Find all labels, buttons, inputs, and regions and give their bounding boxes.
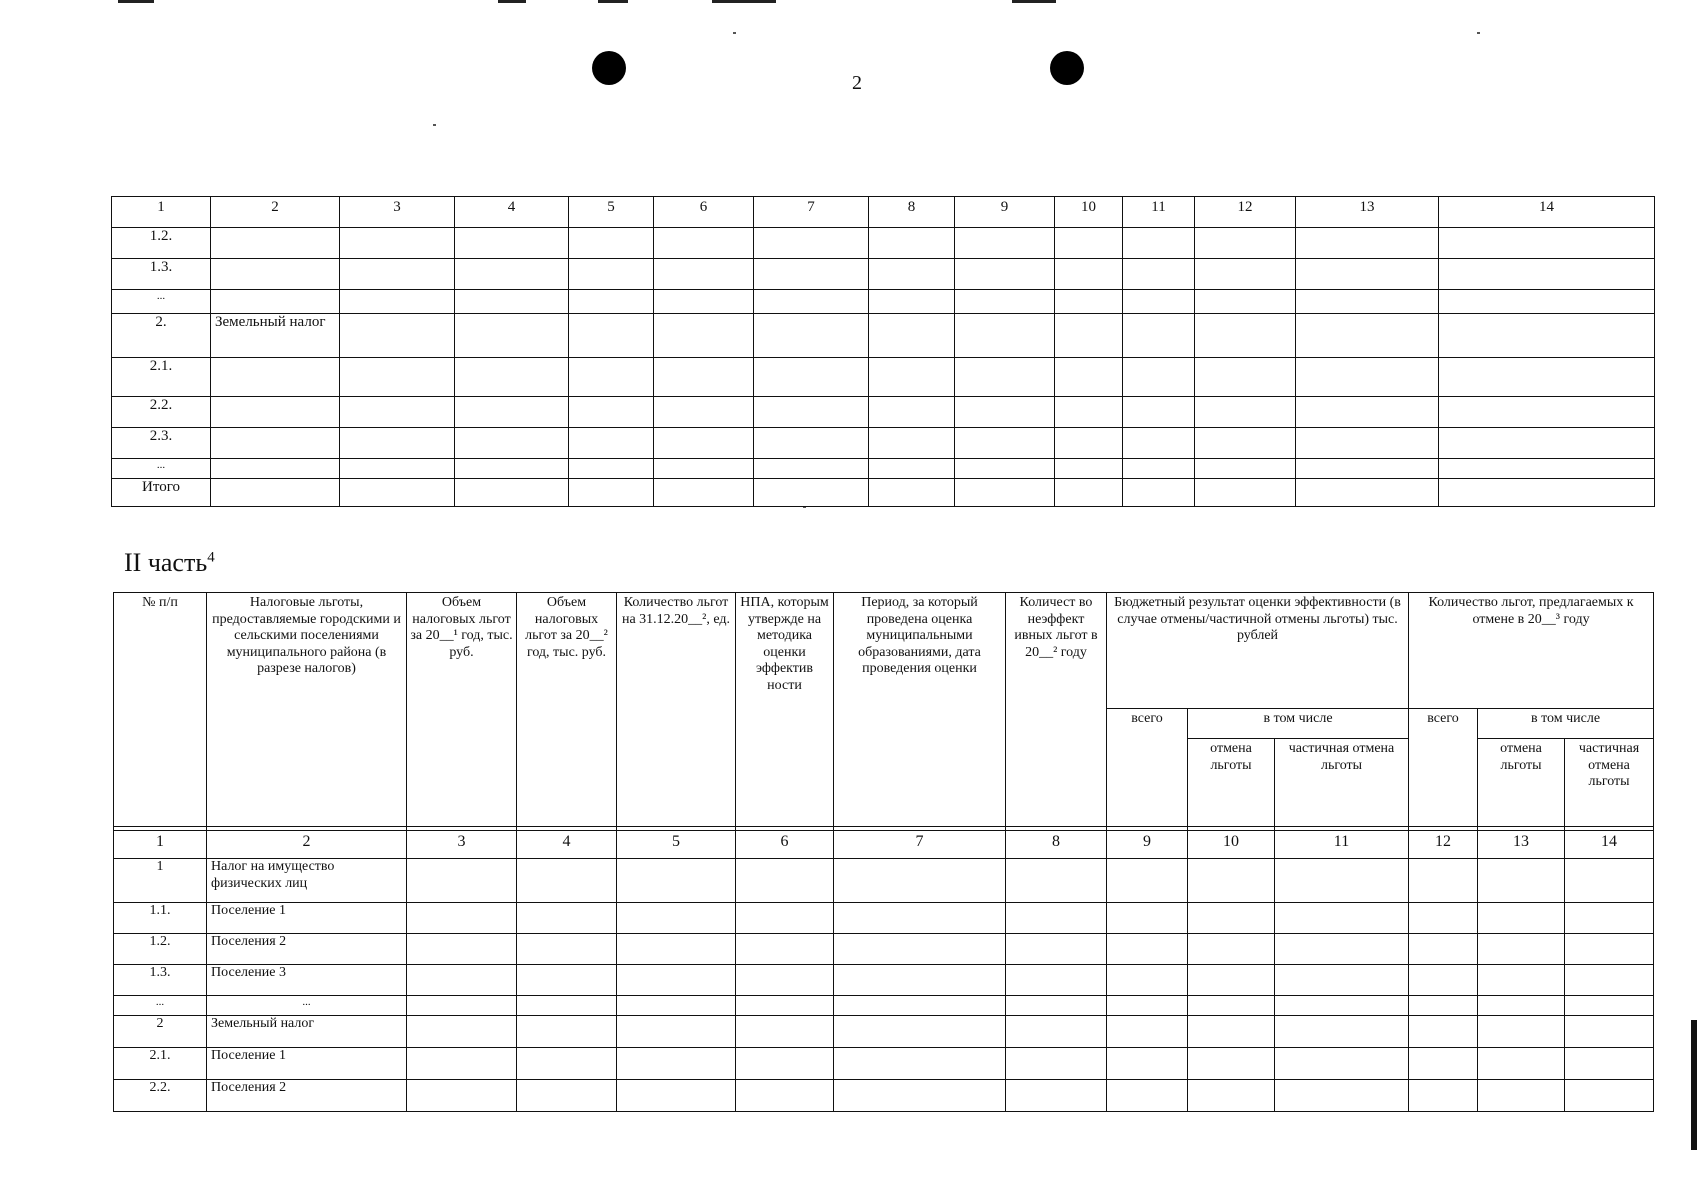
column-number: 5 xyxy=(569,197,654,228)
scan-speck xyxy=(733,32,736,34)
row-number: ... xyxy=(114,996,207,1016)
column-number: 3 xyxy=(340,197,455,228)
scan-edge-mark xyxy=(118,0,154,3)
column-number: 2 xyxy=(207,831,407,859)
scan-speck xyxy=(1477,32,1480,34)
column-number: 9 xyxy=(1107,831,1188,859)
column-number: 7 xyxy=(754,197,869,228)
header-cancel: отмена льготы xyxy=(1188,739,1275,827)
row-number: 1.3. xyxy=(112,259,211,290)
header-volume-year2: Объем налоговых льгот за 20__² год, тыс. руб. xyxy=(517,593,617,827)
binder-hole-right xyxy=(1050,51,1084,85)
table-row xyxy=(114,859,1654,903)
header-period: Период, за который проведена оценка муниципальными образованиями, дата проведения оценки xyxy=(834,593,1006,827)
row-number: ... xyxy=(112,290,211,314)
column-number: 6 xyxy=(654,197,754,228)
header-partial: частичная отмена льготы xyxy=(1275,739,1409,827)
table-row xyxy=(114,965,1654,996)
row-name xyxy=(211,358,340,397)
row-number: 2.3. xyxy=(112,428,211,459)
scan-speck xyxy=(433,124,436,126)
section-title xyxy=(124,548,215,578)
header-proposed-cancel: Количество льгот, предлагаемых к отмене в 20__³ году xyxy=(1409,593,1654,709)
column-number: 11 xyxy=(1275,831,1409,859)
row-name: Поселение 3 xyxy=(207,965,407,996)
table-row xyxy=(114,996,1654,1016)
header-ineffective-count: Количест во неэффект ивных льгот в 20__² году xyxy=(1006,593,1107,827)
row-number: 2.1. xyxy=(112,358,211,397)
row-name xyxy=(211,290,340,314)
row-name xyxy=(211,228,340,259)
row-number: 1.3. xyxy=(114,965,207,996)
row-number: 1.2. xyxy=(114,934,207,965)
row-number: ... xyxy=(112,459,211,479)
binder-hole-left xyxy=(592,51,626,85)
table-row xyxy=(114,1080,1654,1112)
column-number: 6 xyxy=(736,831,834,859)
column-number: 12 xyxy=(1409,831,1478,859)
header-cancel: отмена льготы xyxy=(1478,739,1565,827)
column-number: 7 xyxy=(834,831,1006,859)
column-number: 1 xyxy=(112,197,211,228)
header-benefit-count: Количество льгот на 31.12.20__², ед. xyxy=(617,593,736,827)
row-number: Итого xyxy=(112,479,211,507)
table-part2 xyxy=(113,592,1654,1112)
table-row xyxy=(112,428,1655,459)
column-number: 10 xyxy=(1188,831,1275,859)
row-name xyxy=(211,259,340,290)
header-number: № п/п xyxy=(114,593,207,827)
row-name: Поселение 1 xyxy=(207,1048,407,1080)
table-row xyxy=(112,459,1655,479)
table-row xyxy=(114,934,1654,965)
row-number: 2.2. xyxy=(112,397,211,428)
row-number: 1.2. xyxy=(112,228,211,259)
column-number: 8 xyxy=(869,197,955,228)
row-number: 2 xyxy=(114,1016,207,1048)
footnote-marker: 4 xyxy=(207,549,215,566)
table-row xyxy=(112,314,1655,358)
column-number-row xyxy=(114,831,1654,859)
column-number: 13 xyxy=(1478,831,1565,859)
header-npa: НПА, которым утвержде на методика оценки эффектив ности xyxy=(736,593,834,827)
row-name xyxy=(211,428,340,459)
row-name xyxy=(211,397,340,428)
column-number: 12 xyxy=(1195,197,1296,228)
column-number: 9 xyxy=(955,197,1055,228)
table-row xyxy=(112,397,1655,428)
row-number: 2.1. xyxy=(114,1048,207,1080)
row-number: 1.1. xyxy=(114,903,207,934)
column-number: 1 xyxy=(114,831,207,859)
column-number: 8 xyxy=(1006,831,1107,859)
column-number: 5 xyxy=(617,831,736,859)
scan-edge-mark xyxy=(598,0,628,3)
header-total: всего xyxy=(1107,709,1188,827)
column-number: 14 xyxy=(1565,831,1654,859)
table-row-total xyxy=(112,479,1655,507)
row-number: 2.2. xyxy=(114,1080,207,1112)
table-row xyxy=(114,1048,1654,1080)
section-title-text: II часть xyxy=(124,548,208,577)
row-name xyxy=(211,459,340,479)
table-row xyxy=(114,1016,1654,1048)
column-number-row xyxy=(112,197,1655,228)
column-number: 3 xyxy=(407,831,517,859)
row-name: Поселение 1 xyxy=(207,903,407,934)
row-name: ... xyxy=(207,996,407,1016)
header-total: всего xyxy=(1409,709,1478,827)
column-number: 13 xyxy=(1296,197,1439,228)
table-row xyxy=(112,228,1655,259)
row-name: Земельный налог xyxy=(211,314,340,358)
column-number: 4 xyxy=(455,197,569,228)
table-row xyxy=(112,259,1655,290)
row-name: Земельный налог xyxy=(207,1016,407,1048)
table-row xyxy=(112,358,1655,397)
row-name: Налог на имущество физических лиц xyxy=(207,859,407,903)
table-row xyxy=(112,290,1655,314)
table-row xyxy=(114,903,1654,934)
row-number: 1 xyxy=(114,859,207,903)
header-including: в том числе xyxy=(1478,709,1654,739)
scan-edge-mark xyxy=(498,0,526,3)
row-number: 2. xyxy=(112,314,211,358)
row-name xyxy=(211,479,340,507)
column-number: 11 xyxy=(1123,197,1195,228)
header-budget-result: Бюджетный результат оценки эффективности (в случае отмены/частичной отмены льготы) тыс. рублей xyxy=(1107,593,1409,709)
column-number: 2 xyxy=(211,197,340,228)
scan-edge-mark xyxy=(712,0,776,3)
column-number: 14 xyxy=(1439,197,1655,228)
header-tax-benefits: Налоговые льготы, предоставляемые городскими и сельскими поселениями муниципального района (в разрезе налогов) xyxy=(207,593,407,827)
row-name: Поселения 2 xyxy=(207,1080,407,1112)
header-partial: частичная отмена льготы xyxy=(1565,739,1654,827)
table-part1-continuation xyxy=(111,196,1655,507)
row-name: Поселения 2 xyxy=(207,934,407,965)
column-number: 4 xyxy=(517,831,617,859)
header-including: в том числе xyxy=(1188,709,1409,739)
page-number: 2 xyxy=(852,72,862,94)
header-row xyxy=(114,593,1654,709)
header-volume-year1: Объем налоговых льгот за 20__¹ год, тыс. руб. xyxy=(407,593,517,827)
scan-edge-mark xyxy=(1012,0,1056,3)
column-number: 10 xyxy=(1055,197,1123,228)
scan-edge-mark xyxy=(1691,1020,1697,1150)
